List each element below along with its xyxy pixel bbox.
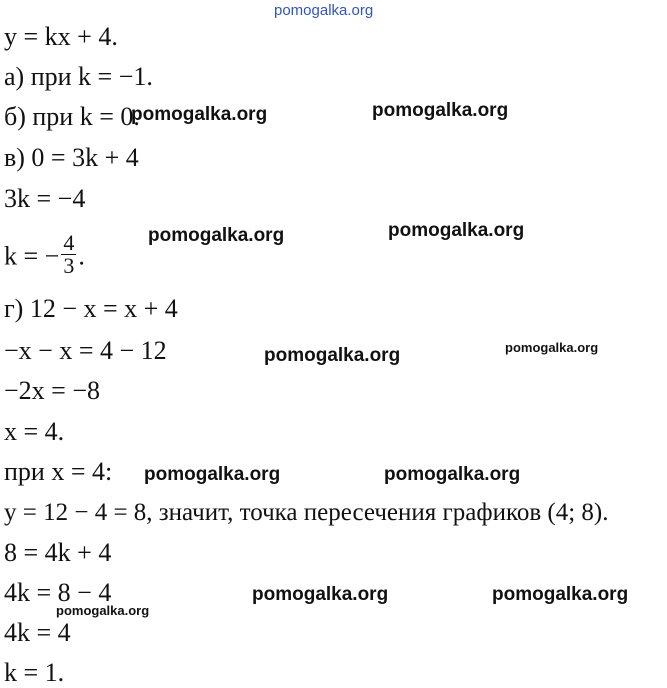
equation-line-8: −x − x = 4 − 12 (4, 336, 167, 365)
fraction-denominator: 3 (63, 253, 75, 278)
header-watermark: pomogalka.org (274, 2, 374, 19)
watermark: pomogalka.org (56, 603, 150, 618)
watermark: pomogalka.org (264, 345, 401, 366)
watermark: pomogalka.org (148, 225, 285, 246)
equation-line-14: 4k = 8 − 4 (4, 578, 112, 607)
equation-line-6 (4, 230, 85, 281)
equation-line-15: 4k = 4 (4, 618, 71, 647)
watermark: pomogalka.org (144, 464, 281, 485)
watermark: pomogalka.org (492, 584, 629, 605)
watermark: pomogalka.org (131, 104, 268, 125)
equation-line-4: в) 0 = 3k + 4 (4, 143, 139, 172)
equation-line-12: y = 12 − 4 = 8, значит, точка пересечения графиков (4; 8). (4, 499, 609, 526)
equation-line-7: г) 12 − x = x + 4 (4, 294, 178, 323)
watermark: pomogalka.org (384, 464, 521, 485)
fraction-numerator: 4 (63, 230, 75, 255)
fraction (61, 232, 76, 277)
equation-line-13: 8 = 4k + 4 (4, 538, 112, 567)
equation-line-11: при x = 4: (4, 457, 113, 486)
equation-line-9: −2x = −8 (4, 376, 100, 405)
equation-line-3: б) при k = 0. (4, 102, 140, 131)
watermark: pomogalka.org (252, 584, 389, 605)
fraction-suffix: . (78, 241, 85, 271)
fraction-prefix: k = − (4, 241, 60, 271)
watermark: pomogalka.org (388, 220, 525, 241)
watermark: pomogalka.org (372, 100, 509, 121)
equation-line-5: 3k = −4 (4, 184, 86, 213)
equation-line-16: k = 1. (4, 658, 65, 687)
equation-line-2: а) при k = −1. (4, 62, 153, 91)
equation-line-1: y = kx + 4. (4, 22, 118, 51)
equation-line-10: x = 4. (4, 417, 65, 446)
watermark: pomogalka.org (505, 340, 599, 355)
